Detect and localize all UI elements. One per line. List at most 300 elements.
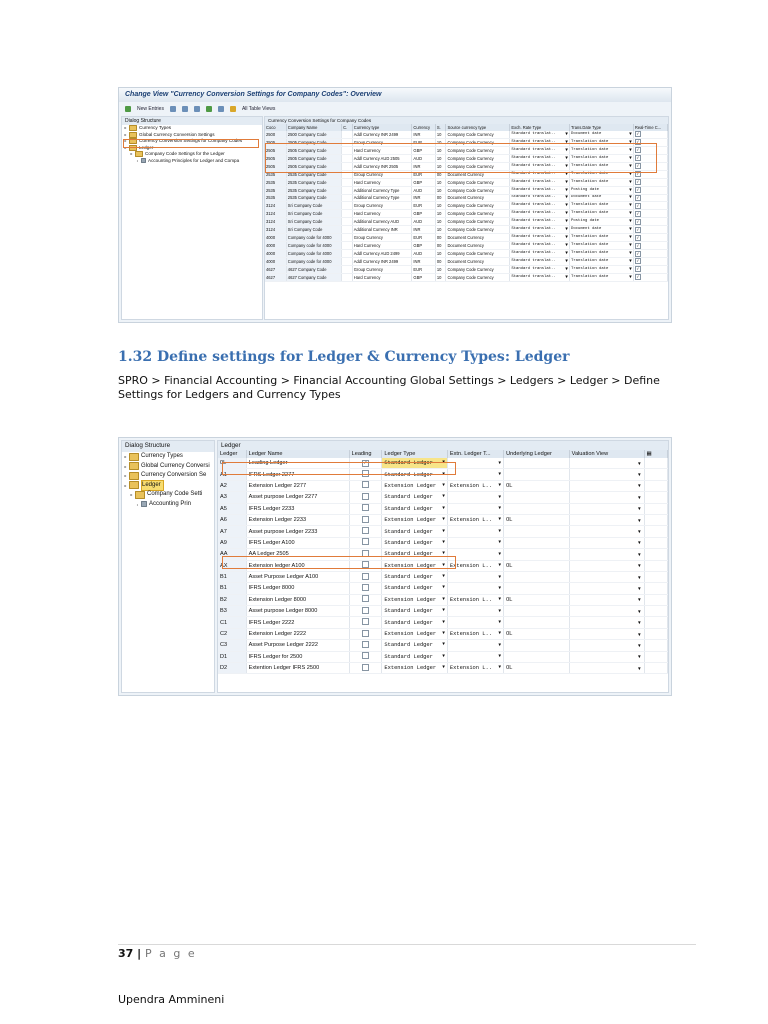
column-header[interactable]: Source currency type	[446, 124, 510, 131]
leading-checkbox[interactable]	[362, 664, 369, 671]
realtime-checkbox[interactable]: ✓	[636, 171, 640, 177]
tree-node-label[interactable]: Currency Types	[141, 453, 183, 459]
table-cell[interactable]	[447, 583, 503, 594]
table-row[interactable]	[218, 503, 668, 514]
expand-caret-icon[interactable]: ▸	[124, 144, 127, 150]
expand-caret-icon[interactable]: ▸	[124, 482, 127, 488]
table-row[interactable]	[265, 210, 668, 218]
dropdown-arrow-icon[interactable]: ▼	[629, 211, 632, 217]
dropdown-arrow-icon[interactable]: ▼	[637, 642, 642, 648]
table-cell[interactable]	[447, 640, 503, 651]
table-cell[interactable]	[447, 571, 503, 582]
table-cell[interactable]: Translation date ▼	[570, 179, 632, 185]
dropdown-arrow-icon[interactable]: ▼	[442, 665, 445, 671]
table-cell[interactable]: Standard Ledger ▼	[382, 458, 448, 469]
tree-node-label[interactable]: Company Code Setti	[147, 491, 203, 497]
dropdown-arrow-icon[interactable]: ▼	[565, 258, 568, 264]
table-cell[interactable]: Standard translat.. ▼	[511, 243, 568, 249]
table-cell[interactable]	[349, 594, 382, 605]
table-cell[interactable]: Standard translat.. ▼	[511, 195, 568, 201]
table-cell[interactable]: Standard translat.. ▼	[511, 139, 568, 145]
table-cell[interactable]: Standard Ledger ▼	[382, 617, 448, 628]
table-row[interactable]	[265, 234, 668, 242]
dropdown-arrow-icon[interactable]: ▼	[498, 460, 502, 466]
expand-caret-icon[interactable]: ▸	[124, 473, 127, 478]
table-cell[interactable]: 0L	[504, 514, 570, 525]
realtime-checkbox[interactable]: ✓	[636, 194, 640, 200]
column-header[interactable]: S.	[435, 124, 446, 131]
realtime-checkbox[interactable]: ✓	[636, 210, 640, 216]
leading-checkbox[interactable]	[362, 630, 369, 637]
table-cell[interactable]: 0L	[504, 480, 570, 491]
realtime-checkbox[interactable]: ✓	[636, 226, 640, 232]
dropdown-arrow-icon[interactable]: ▼	[629, 203, 632, 209]
bc-set-icon[interactable]	[230, 106, 236, 112]
dropdown-arrow-icon[interactable]: ▼	[498, 529, 502, 535]
table-cell[interactable]: Extension L.. ▼	[447, 628, 503, 639]
table-cell[interactable]	[569, 651, 644, 662]
tree-node-label[interactable]: Currency Conversion Se	[141, 472, 207, 478]
table-cell[interactable]: Extension Ledger ▼	[382, 514, 448, 525]
table-cell[interactable]	[504, 469, 570, 480]
table-cell[interactable]: Company Code Currency	[446, 273, 510, 281]
table-cell[interactable]: Standard translat.. ▼	[511, 187, 568, 193]
realtime-checkbox[interactable]: ✓	[636, 179, 640, 185]
dropdown-arrow-icon[interactable]: ▼	[637, 608, 642, 614]
table-cell[interactable]: Translation date ▼	[570, 163, 632, 169]
column-header[interactable]: Exch. Rate Type	[510, 124, 570, 131]
dropdown-arrow-icon[interactable]: ▼	[629, 147, 632, 153]
table-cell[interactable]: Standard Ledger ▼	[382, 640, 448, 651]
table-row[interactable]	[218, 492, 668, 503]
table-cell[interactable]: Document date ▼	[570, 131, 632, 137]
tree-node-label[interactable]: Accounting Principles for Ledger and Compa	[148, 157, 240, 163]
dropdown-arrow-icon[interactable]: ▼	[629, 195, 632, 201]
dropdown-arrow-icon[interactable]: ▼	[637, 472, 642, 478]
table-cell[interactable]: Translation date ▼	[570, 243, 632, 249]
table-cell[interactable]	[633, 218, 667, 226]
dropdown-arrow-icon[interactable]: ▼	[629, 235, 632, 241]
table-cell[interactable]: Translation date ▼	[570, 155, 632, 161]
table-cell[interactable]	[633, 258, 667, 266]
table-cell[interactable]	[504, 537, 570, 548]
dropdown-arrow-icon[interactable]: ▼	[442, 551, 445, 557]
table-cell[interactable]: Company Code Currency	[446, 265, 510, 273]
dropdown-arrow-icon[interactable]: ▼	[565, 235, 568, 241]
dropdown-arrow-icon[interactable]: ▼	[629, 243, 632, 249]
table-cell[interactable]: 0L	[504, 560, 570, 571]
table-cell[interactable]: Standard Ledger ▼	[382, 549, 448, 560]
realtime-checkbox[interactable]: ✓	[636, 258, 640, 264]
tree-node-label[interactable]: Accounting Prin	[149, 500, 192, 507]
tree-node-label[interactable]: Currency Conversion Settings for Company Codes	[139, 138, 243, 143]
table-cell[interactable]	[569, 458, 644, 469]
table-row[interactable]	[265, 250, 668, 258]
table-cell[interactable]: Translation date ▼	[570, 211, 632, 217]
table-cell[interactable]: Document date ▼	[570, 227, 632, 233]
column-header[interactable]: Currency type	[352, 124, 412, 131]
table-cell[interactable]: Posting date ▼	[570, 219, 632, 225]
select-all-icon[interactable]	[206, 106, 212, 112]
table-cell[interactable]: Document Currency	[446, 170, 510, 178]
table-cell[interactable]: Extension Ledger ▼	[382, 628, 448, 639]
dropdown-arrow-icon[interactable]: ▼	[629, 179, 632, 185]
delete-icon[interactable]	[182, 106, 188, 112]
column-header[interactable]: Coco	[265, 124, 286, 131]
dropdown-arrow-icon[interactable]: ▼	[629, 171, 632, 177]
table-cell[interactable]: Extension Ledger ▼	[382, 594, 448, 605]
leading-checkbox[interactable]: ✓	[363, 459, 368, 466]
dropdown-arrow-icon[interactable]: ▼	[442, 608, 445, 614]
copy-icon[interactable]	[170, 106, 176, 112]
table-cell[interactable]	[504, 606, 570, 617]
dropdown-arrow-icon[interactable]: ▼	[637, 506, 642, 512]
table-cell[interactable]: Translation date ▼	[570, 251, 632, 257]
dropdown-arrow-icon[interactable]: ▼	[565, 147, 568, 153]
table-cell[interactable]	[349, 617, 382, 628]
tree-node-label[interactable]: Currency Types	[139, 125, 172, 130]
table-row[interactable]	[218, 526, 668, 537]
table-cell[interactable]: Standard Ledger ▼	[382, 606, 448, 617]
undo-icon[interactable]	[194, 106, 200, 112]
tree-node-label[interactable]: Global Currency Conversion Settings	[139, 131, 215, 137]
column-header[interactable]: Ledger Name	[246, 450, 349, 458]
dropdown-arrow-icon[interactable]: ▼	[498, 654, 502, 660]
table-cell[interactable]: Document Currency	[446, 194, 510, 202]
table-cell[interactable]	[569, 583, 644, 594]
leading-checkbox[interactable]	[362, 538, 369, 545]
dropdown-arrow-icon[interactable]: ▼	[565, 227, 568, 233]
table-cell[interactable]	[569, 526, 644, 537]
dropdown-arrow-icon[interactable]: ▼	[442, 596, 445, 602]
dropdown-arrow-icon[interactable]: ▼	[629, 227, 632, 233]
table-cell[interactable]: 0L	[504, 594, 570, 605]
column-header[interactable]: Currency	[412, 124, 435, 131]
table-cell[interactable]	[349, 583, 382, 594]
table-cell[interactable]	[504, 571, 570, 582]
table-cell[interactable]: Extension L.. ▼	[447, 514, 503, 525]
expand-caret-icon[interactable]: ▸	[124, 138, 127, 143]
column-header[interactable]: C.	[342, 124, 353, 131]
expand-caret-icon[interactable]: ▸	[130, 492, 133, 497]
table-cell[interactable]	[633, 131, 667, 138]
dropdown-arrow-icon[interactable]: ▼	[442, 471, 445, 477]
table-cell[interactable]	[569, 480, 644, 491]
table-cell[interactable]	[447, 651, 503, 662]
dropdown-arrow-icon[interactable]: ▼	[498, 506, 502, 512]
dropdown-arrow-icon[interactable]: ▼	[637, 665, 642, 671]
table-cell[interactable]: Standard translat.. ▼	[511, 163, 568, 169]
table-cell[interactable]: Document Currency	[446, 258, 510, 266]
table-cell[interactable]: Standard translat.. ▼	[511, 266, 568, 272]
table-cell[interactable]: Extension Ledger ▼	[382, 560, 448, 571]
table-cell[interactable]: Standard Ledger ▼	[382, 469, 448, 480]
table-cell[interactable]	[349, 651, 382, 662]
table-cell[interactable]: Company Code Currency	[446, 218, 510, 226]
table-cell[interactable]	[569, 560, 644, 571]
table-cell[interactable]	[504, 549, 570, 560]
dropdown-arrow-icon[interactable]: ▼	[629, 131, 632, 137]
tree-node-label[interactable]: Ledger	[141, 480, 164, 492]
table-row[interactable]	[218, 537, 668, 548]
tree-node[interactable]	[122, 490, 214, 500]
realtime-checkbox[interactable]: ✓	[636, 242, 640, 248]
table-cell[interactable]	[349, 640, 382, 651]
dropdown-arrow-icon[interactable]: ▼	[565, 251, 568, 257]
table-row[interactable]	[265, 218, 668, 226]
table-cell[interactable]: 0L	[504, 628, 570, 639]
table-cell[interactable]: Standard Ledger ▼	[382, 651, 448, 662]
table-cell[interactable]	[349, 571, 382, 582]
table-cell[interactable]	[447, 526, 503, 537]
dropdown-arrow-icon[interactable]: ▼	[565, 195, 568, 201]
table-row[interactable]	[265, 242, 668, 250]
realtime-checkbox[interactable]: ✓	[636, 187, 640, 193]
table-cell[interactable]: Company Code Currency	[446, 131, 510, 138]
table-cell[interactable]	[349, 663, 382, 674]
table-cell[interactable]: Company Code Currency	[446, 186, 510, 194]
table-cell[interactable]: Extension Ledger ▼	[382, 663, 448, 674]
table-cell[interactable]: Standard translat.. ▼	[511, 131, 568, 137]
expand-caret-icon[interactable]: ▸	[124, 454, 127, 459]
table-cell[interactable]	[504, 492, 570, 503]
dropdown-arrow-icon[interactable]: ▼	[637, 494, 642, 500]
table-row[interactable]	[218, 640, 668, 651]
dropdown-arrow-icon[interactable]: ▼	[442, 562, 445, 568]
dropdown-arrow-icon[interactable]: ▼	[498, 608, 502, 614]
table-row[interactable]	[218, 514, 668, 525]
table-cell[interactable]: Company Code Currency	[446, 154, 510, 162]
leading-checkbox[interactable]	[362, 584, 369, 591]
leading-checkbox[interactable]	[362, 516, 369, 523]
table-cell[interactable]	[633, 265, 667, 273]
table-cell[interactable]: Standard translat.. ▼	[511, 274, 568, 280]
tree-node[interactable]	[122, 471, 214, 481]
dropdown-arrow-icon[interactable]: ▼	[442, 642, 445, 648]
tree-node[interactable]	[122, 158, 262, 165]
dropdown-arrow-icon[interactable]: ▼	[629, 274, 632, 280]
table-cell[interactable]: Standard translat.. ▼	[511, 179, 568, 185]
table-row[interactable]	[265, 265, 668, 273]
table-row[interactable]	[218, 571, 668, 582]
table-cell[interactable]: Translation date ▼	[570, 266, 632, 272]
table-cell[interactable]: Standard Ledger ▼	[382, 503, 448, 514]
table-cell[interactable]	[349, 537, 382, 548]
table-cell[interactable]: Translation date ▼	[570, 139, 632, 145]
leading-checkbox[interactable]	[362, 527, 369, 534]
dropdown-arrow-icon[interactable]: ▼	[498, 620, 502, 626]
table-cell[interactable]	[633, 273, 667, 281]
table-row[interactable]	[218, 617, 668, 628]
dropdown-arrow-icon[interactable]: ▼	[629, 187, 632, 193]
table-cell[interactable]: Standard translat.. ▼	[511, 258, 568, 264]
leading-checkbox[interactable]	[362, 493, 369, 500]
table-cell[interactable]: Company Code Currency	[446, 162, 510, 170]
table-cell[interactable]	[569, 469, 644, 480]
table-cell[interactable]: Standard translat.. ▼	[511, 171, 568, 177]
table-cell[interactable]	[504, 640, 570, 651]
table-cell[interactable]: Standard Ledger ▼	[382, 537, 448, 548]
table-cell[interactable]	[349, 628, 382, 639]
table-cell[interactable]	[349, 514, 382, 525]
table-cell[interactable]	[569, 503, 644, 514]
dropdown-arrow-icon[interactable]: ▼	[637, 551, 642, 557]
table-cell[interactable]	[504, 583, 570, 594]
realtime-checkbox[interactable]: ✓	[636, 218, 640, 224]
dropdown-arrow-icon[interactable]: ▼	[629, 163, 632, 169]
dropdown-arrow-icon[interactable]: ▼	[498, 551, 502, 557]
column-header[interactable]: Company Name	[286, 124, 341, 131]
table-row[interactable]	[218, 594, 668, 605]
table-cell[interactable]	[504, 458, 570, 469]
dropdown-arrow-icon[interactable]: ▼	[565, 211, 568, 217]
leading-checkbox[interactable]	[362, 504, 369, 511]
expand-caret-icon[interactable]: ▸	[124, 125, 127, 130]
column-settings-icon[interactable]: ▦	[644, 450, 667, 458]
expand-caret-icon[interactable]: ▸	[124, 463, 127, 469]
table-cell[interactable]	[569, 617, 644, 628]
leading-checkbox[interactable]	[362, 595, 369, 602]
table-cell[interactable]	[633, 178, 667, 186]
dropdown-arrow-icon[interactable]: ▼	[565, 163, 568, 169]
new-entries-icon[interactable]	[125, 106, 131, 112]
expand-caret-icon[interactable]: ▸	[130, 151, 133, 156]
dropdown-arrow-icon[interactable]: ▼	[637, 631, 642, 637]
table-cell[interactable]: Company Code Currency	[446, 250, 510, 258]
table-row[interactable]	[218, 606, 668, 617]
realtime-checkbox[interactable]: ✓	[636, 131, 640, 137]
table-cell[interactable]	[633, 186, 667, 194]
column-header[interactable]: Underlying Ledger	[504, 450, 570, 458]
column-header[interactable]: Ledger Type	[382, 450, 448, 458]
dropdown-arrow-icon[interactable]: ▼	[498, 540, 502, 546]
table-cell[interactable]: Extension L.. ▼	[447, 560, 503, 571]
deselect-icon[interactable]	[218, 106, 224, 112]
table-cell[interactable]	[349, 503, 382, 514]
table-row[interactable]	[265, 273, 668, 281]
table-row[interactable]	[265, 194, 668, 202]
dropdown-arrow-icon[interactable]: ▼	[565, 203, 568, 209]
dropdown-arrow-icon[interactable]: ▼	[637, 563, 642, 569]
realtime-checkbox[interactable]: ✓	[636, 202, 640, 208]
dropdown-arrow-icon[interactable]: ▼	[498, 585, 502, 591]
dropdown-arrow-icon[interactable]: ▼	[637, 597, 642, 603]
dropdown-arrow-icon[interactable]: ▼	[565, 139, 568, 145]
tree-node[interactable]	[122, 481, 214, 491]
tree-node-label[interactable]: Company Code Settings for the Ledger	[145, 151, 225, 156]
table-cell[interactable]	[633, 210, 667, 218]
tree-node-label[interactable]: Ledger	[139, 144, 154, 150]
dropdown-arrow-icon[interactable]: ▼	[565, 274, 568, 280]
table-cell[interactable]	[569, 492, 644, 503]
table-cell[interactable]: Translation date ▼	[570, 258, 632, 264]
table-cell[interactable]	[633, 202, 667, 210]
table-row[interactable]	[218, 480, 668, 491]
table-cell[interactable]: Standard translat.. ▼	[511, 219, 568, 225]
table-cell[interactable]: Standard translat.. ▼	[511, 203, 568, 209]
table-cell[interactable]	[504, 526, 570, 537]
table-cell[interactable]: Posting date ▼	[570, 187, 632, 193]
leading-checkbox[interactable]	[362, 641, 369, 648]
table-cell[interactable]: Extension L.. ▼	[447, 480, 503, 491]
table-cell[interactable]: Extension L.. ▼	[447, 594, 503, 605]
dropdown-arrow-icon[interactable]: ▼	[498, 517, 502, 523]
table-cell[interactable]: 0L	[504, 663, 570, 674]
new-entries-button[interactable]: New Entries	[137, 106, 164, 112]
table-cell[interactable]: Translation date ▼	[570, 235, 632, 241]
column-header[interactable]: Trans.Date Type	[569, 124, 633, 131]
realtime-checkbox[interactable]: ✓	[636, 147, 640, 153]
dropdown-arrow-icon[interactable]: ▼	[565, 155, 568, 161]
realtime-checkbox[interactable]: ✓	[636, 274, 640, 280]
table-cell[interactable]	[633, 226, 667, 234]
table-cell[interactable]	[447, 503, 503, 514]
table-row[interactable]	[265, 202, 668, 210]
dropdown-arrow-icon[interactable]: ▼	[629, 139, 632, 145]
table-cell[interactable]	[633, 250, 667, 258]
dropdown-arrow-icon[interactable]: ▼	[629, 258, 632, 264]
dropdown-arrow-icon[interactable]: ▼	[565, 179, 568, 185]
realtime-checkbox[interactable]: ✓	[636, 266, 640, 272]
table-cell[interactable]	[349, 492, 382, 503]
table-cell[interactable]	[447, 606, 503, 617]
table-cell[interactable]: Standard translat.. ▼	[511, 251, 568, 257]
leading-checkbox[interactable]	[362, 481, 369, 488]
leading-checkbox[interactable]	[362, 652, 369, 659]
tree-node[interactable]	[122, 462, 214, 472]
dropdown-arrow-icon[interactable]: ▼	[629, 266, 632, 272]
dropdown-arrow-icon[interactable]: ▼	[637, 483, 642, 489]
realtime-checkbox[interactable]: ✓	[636, 155, 640, 161]
table-cell[interactable]	[569, 594, 644, 605]
realtime-checkbox[interactable]: ✓	[636, 163, 640, 169]
table-cell[interactable]: Document Currency	[446, 242, 510, 250]
table-cell[interactable]: Standard translat.. ▼	[511, 227, 568, 233]
leading-checkbox[interactable]	[362, 573, 369, 580]
table-cell[interactable]: Standard Ledger ▼	[382, 583, 448, 594]
all-table-views-button[interactable]: All Table Views	[241, 106, 276, 112]
table-row[interactable]	[218, 651, 668, 662]
table-cell[interactable]: Standard Ledger ▼	[382, 526, 448, 537]
table-cell[interactable]: Standard translat.. ▼	[511, 155, 568, 161]
tree-node[interactable]	[122, 500, 214, 510]
column-header[interactable]: Real-Time C...	[633, 124, 667, 131]
dropdown-arrow-icon[interactable]: ▼	[498, 665, 502, 671]
dropdown-arrow-icon[interactable]: ▼	[442, 631, 445, 637]
table-cell[interactable]	[569, 571, 644, 582]
dropdown-arrow-icon[interactable]: ▼	[565, 266, 568, 272]
table-cell[interactable]: Company Code Currency	[446, 226, 510, 234]
dropdown-arrow-icon[interactable]: ▼	[565, 171, 568, 177]
dropdown-arrow-icon[interactable]: ▼	[498, 574, 502, 580]
realtime-checkbox[interactable]: ✓	[636, 234, 640, 240]
table-row[interactable]	[265, 178, 668, 186]
column-header[interactable]: Ledger	[218, 450, 246, 458]
table-cell[interactable]	[447, 537, 503, 548]
dropdown-arrow-icon[interactable]: ▼	[565, 219, 568, 225]
column-header[interactable]: Valuation View	[569, 450, 644, 458]
table-cell[interactable]	[569, 640, 644, 651]
table-cell[interactable]	[633, 234, 667, 242]
dropdown-arrow-icon[interactable]: ▼	[442, 653, 445, 659]
dropdown-arrow-icon[interactable]: ▼	[442, 494, 445, 500]
table-row[interactable]	[218, 663, 668, 674]
dropdown-arrow-icon[interactable]: ▼	[498, 642, 502, 648]
table-cell[interactable]: Translation date ▼	[570, 147, 632, 153]
column-header[interactable]: Leading	[349, 450, 382, 458]
dropdown-arrow-icon[interactable]: ▼	[498, 596, 502, 602]
dropdown-arrow-icon[interactable]: ▼	[498, 562, 502, 568]
